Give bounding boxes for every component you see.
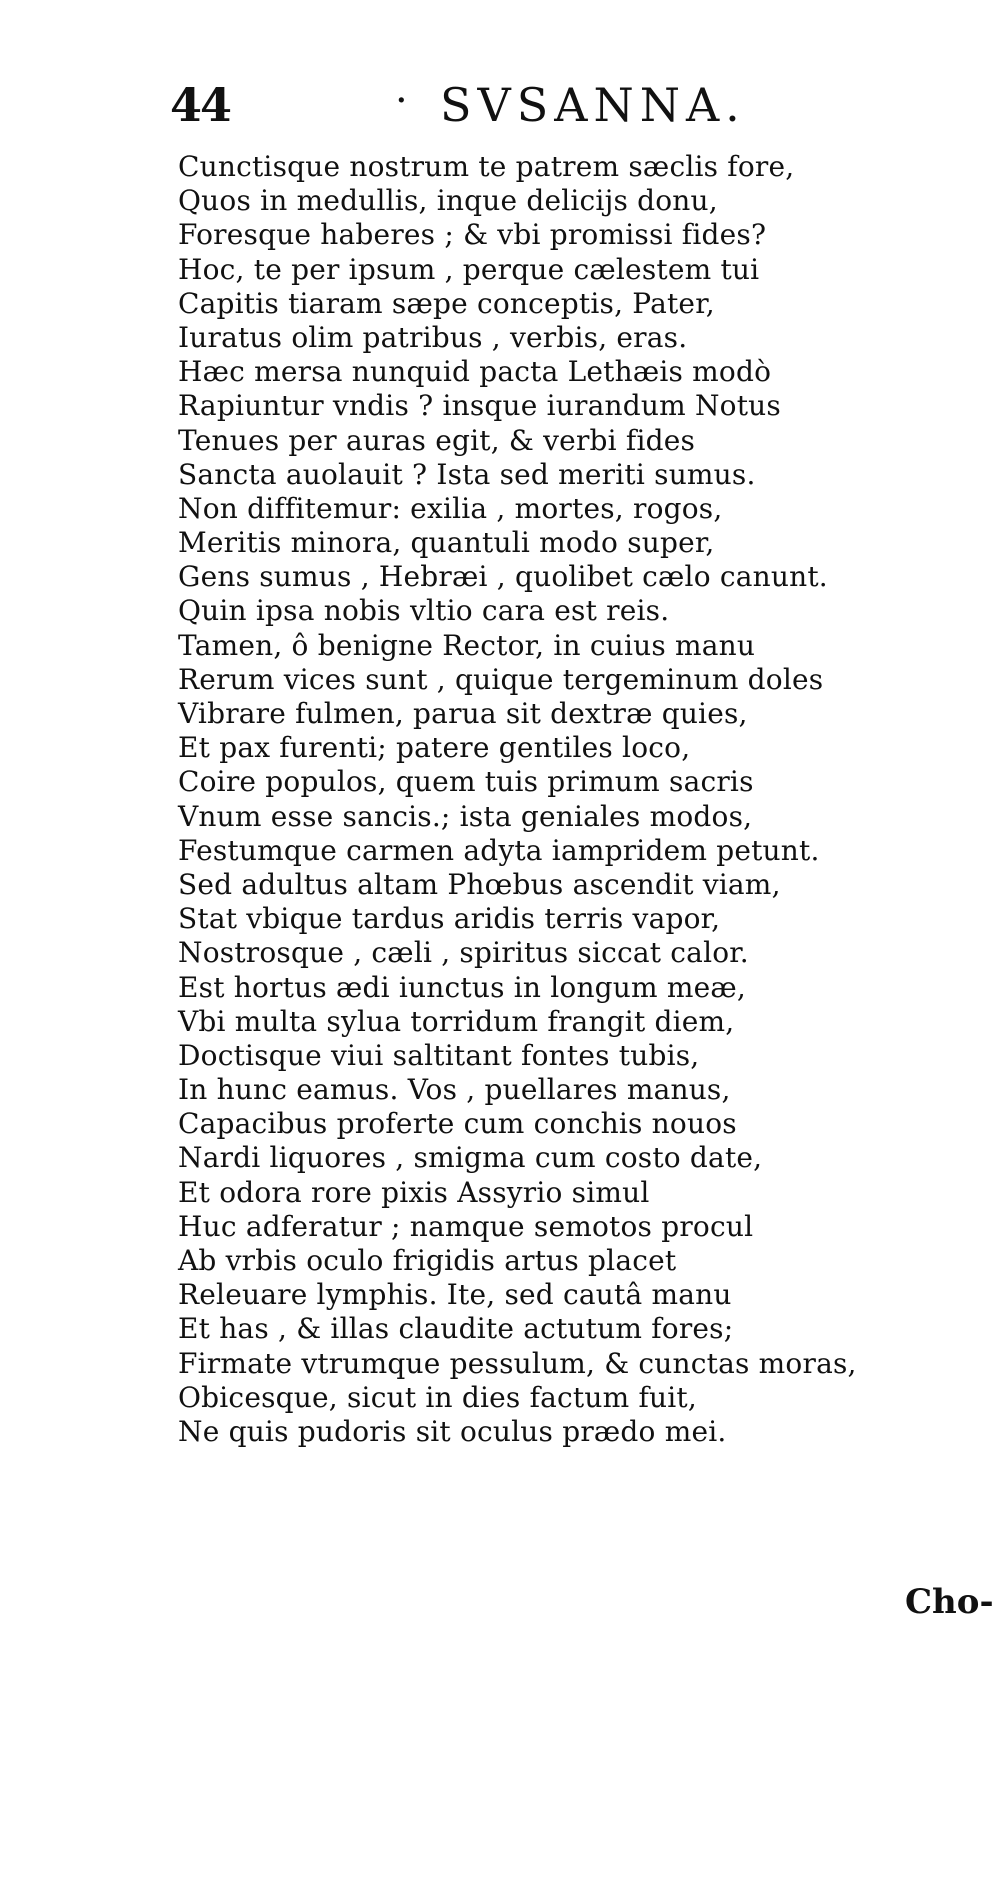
- verse-line: Ab vrbis oculo frigidis artus placet: [178, 1244, 677, 1277]
- verse-line: Ne quis pudoris sit oculus prædo mei.: [178, 1414, 727, 1448]
- header-separator: ·: [395, 78, 408, 124]
- verse-line: Foresque haberes ; & vbi promissi fides?: [178, 218, 767, 252]
- verse-line: Et odora rore pixis Assyrio simul: [178, 1175, 650, 1209]
- verse-line: Coire populos, quem tuis primum sacris: [178, 765, 754, 799]
- verse-line: Hoc, te per ipsum , perque cælestem tui: [178, 252, 760, 286]
- catchword: Cho-: [905, 1582, 994, 1622]
- verse-line: Hæc mersa nunquid pacta Lethæis modò: [178, 355, 772, 389]
- verse-line: Stat vbique tardus aridis terris vapor,: [178, 902, 721, 936]
- verse-line: Sancta auolauit ? Ista sed meriti sumus.: [178, 457, 756, 491]
- verse-line: Vnum esse sancis.; ista geniales modos,: [178, 799, 753, 833]
- verse-line: Festumque carmen adyta iampridem petunt.: [178, 833, 820, 867]
- verse-line: Firmate vtrumque pessulum, & cunctas moras,: [178, 1346, 857, 1380]
- verse-block: [178, 150, 938, 1449]
- verse-line: Doctisque viui saltitant fontes tubis,: [178, 1038, 700, 1072]
- verse-line: Vibrare fulmen, parua sit dextræ quies,: [178, 697, 748, 730]
- verse-line: Releuare lymphis. Ite, sed cautâ manu: [178, 1278, 732, 1312]
- verse-line: Nostrosque , cæli , spiritus siccat calor.: [178, 936, 749, 970]
- verse-line: Cunctisque nostrum te patrem sæclis fore,: [178, 150, 795, 183]
- verse-line: Capitis tiaram sæpe conceptis, Pater,: [178, 286, 715, 320]
- verse-line: Tamen, ô benigne Rector, in cuius manu: [178, 628, 756, 662]
- verse-line: Capacibus proferte cum conchis nouos: [178, 1107, 737, 1141]
- verse-line: Sed adultus altam Phœbus ascendit viam,: [178, 867, 781, 901]
- verse-line: Est hortus ædi iunctus in longum meæ,: [178, 970, 747, 1004]
- verse-line: Rapiuntur vndis ? insque iurandum Notus: [178, 389, 781, 423]
- verse-line: Gens sumus , Hebræi , quolibet cælo canunt.: [178, 560, 828, 594]
- verse-line: Rerum vices sunt , quique tergeminum doles: [178, 662, 824, 696]
- verse-line: Et pax furenti; patere gentiles loco,: [178, 731, 691, 765]
- verse-line: In hunc eamus. Vos , puellares manus,: [178, 1073, 731, 1107]
- running-head: SVSANNA.: [440, 78, 746, 132]
- verse-line: Vbi multa sylua torridum frangit diem,: [178, 1004, 735, 1038]
- verse-line: Meritis minora, quantuli modo super,: [178, 526, 715, 560]
- verse-line: Iuratus olim patribus , verbis, eras.: [178, 320, 688, 354]
- verse-line: Et has , & illas claudite actutum fores;: [178, 1312, 734, 1346]
- verse-line: Obicesque, sicut in dies factum fuit,: [178, 1380, 697, 1414]
- page-number: 44: [170, 78, 231, 132]
- verse-line: Quos in medullis, inque delicijs donu,: [178, 184, 718, 218]
- verse-line: Huc adferatur ; namque semotos procul: [178, 1209, 754, 1243]
- verse-line: Quin ipsa nobis vltio cara est reis.: [178, 594, 670, 628]
- verse-line: Tenues per auras egit, & verbi fides: [178, 423, 696, 457]
- verse-line: Non diffitemur: exilia , mortes, rogos,: [178, 491, 723, 525]
- page-header: [170, 78, 750, 138]
- verse-line: Nardi liquores , smigma cum costo date,: [178, 1141, 763, 1175]
